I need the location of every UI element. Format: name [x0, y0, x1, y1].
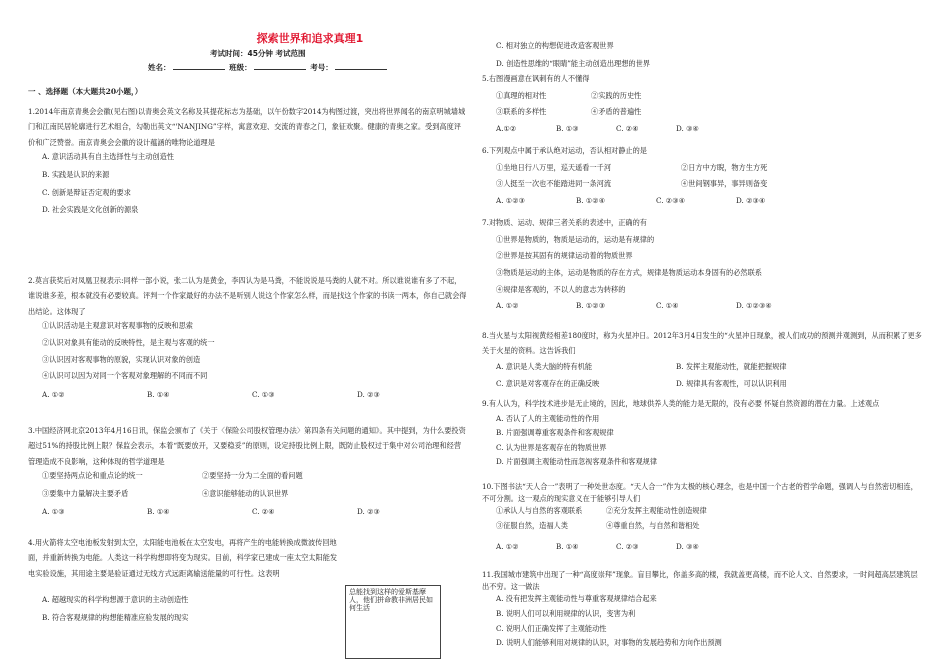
statement: ①真理的相对性 [496, 90, 547, 100]
class-field[interactable] [254, 62, 306, 70]
exam-no-field[interactable] [335, 62, 387, 70]
option: A. 否认了人的主观能动性的作用 [496, 413, 600, 423]
statement-row [496, 522, 922, 531]
statement: ③人挺至一次也不能踏进同一条河流 [496, 179, 612, 189]
option: D. 社会实践是文化创新的源泉 [42, 205, 139, 215]
option: B. ①②④ [576, 195, 606, 205]
statement: ②充分发挥主观能动性创造规律 [606, 506, 707, 516]
option: C. 相对独立的构想促进改造客观世界 [496, 41, 614, 50]
statement-row [42, 472, 468, 481]
statement: ①坐地日行八万里，巡天遥看一千河 [496, 162, 612, 172]
option: D. ①②③④ [736, 301, 772, 311]
option: B. ①②③ [576, 301, 606, 311]
option: A. 意识活动具有自主选择性与主动创造性 [42, 152, 174, 162]
option: C. 认为世界是客观存在的物质世界 [496, 442, 607, 452]
question-3 [28, 423, 468, 516]
question-1 [28, 104, 468, 215]
option: A. ①② [496, 542, 519, 552]
option: C. ②④ [616, 123, 639, 133]
option-row [496, 380, 922, 389]
statement: ①世界是物质的，物质是运动的，运动是有规律的 [496, 234, 655, 244]
answer-options [496, 125, 922, 134]
question-10 [482, 481, 922, 552]
option: B. ①④ [556, 542, 579, 552]
statement: ④认识可以因为对同一个客观对象理解的不同而不同 [42, 371, 208, 381]
name-label: 姓名： [148, 63, 171, 72]
cartoon-caption-box: 总能找到这样的爱斯基摩人，他们拼命教非洲居民如何生活 [345, 585, 441, 659]
question-4 [28, 535, 338, 581]
statement: ②世界是按其固有的规律运动着的物质世界 [496, 251, 633, 261]
class-label: 班级： [229, 63, 252, 72]
option: A. ①③ [42, 506, 65, 516]
statement: ①要坚持两点论和重点论的统一 [42, 471, 143, 481]
option: D. ②③ [357, 506, 380, 516]
answer-options [496, 197, 922, 206]
option: A. ①② [496, 301, 519, 311]
option: B. 符合客观规律的构想能精准应验发展的现实 [42, 612, 189, 622]
option: A. ①②③ [496, 195, 526, 205]
question-text: 5.右图漫画意在讽刺有的人不懂得 [482, 74, 590, 83]
section-heading: 一 、选择题（本大题共20小题，） [28, 87, 143, 96]
option: B. ①④ [147, 506, 170, 516]
exam-info: 考试时间：45分钟 考试范围 [210, 49, 306, 58]
answer-options [496, 302, 922, 311]
exam-no-label: 考号： [310, 63, 333, 72]
option: A. 意识是人类大脑的特有机能 [496, 361, 593, 371]
question-text: 11.我国城市建筑中出现了一种“高度崇拜”现象。盲目攀比，你盖多高的楼，我就盖更高楼，而不论人文、自然要求，一时间超高层建筑层出不穷。这一做法 [482, 570, 918, 592]
statement: ②实践的历史性 [591, 90, 642, 100]
question-5 [482, 75, 922, 134]
statement-row [496, 180, 922, 189]
name-field[interactable] [173, 62, 225, 70]
question-text: 1.2014年南京青奥会会徽(见右图)以青奥会英文名称及其提花标志为基础，以午份数字2014为构图过渡，突出将世界闻名的南京明城墙城门和江南民居轮廓进行艺术组合，勾勒出英文“'NANJING”字样，寓意欢迎、交流的青春之门，象征欢聚。健康的青奥之家。受到高度评价和广泛赞誉。南京青奥会会徽的设计蕴涵的唯物论道理是 [28, 107, 466, 147]
statement: ③征服自然，造福人类 [496, 520, 568, 530]
question-6 [482, 147, 922, 206]
statement: ③联系的多样性 [496, 107, 547, 117]
statement: ③要集中力量解决主要矛盾 [42, 489, 129, 499]
option: A. 超越现实的科学构想源于意识的主动创造性 [42, 595, 189, 604]
question-text: 9.有人认为，科学技术进步是无止境的，因此，地球供养人类的能力是无限的，没有必要 怀疑自然资源的潜在力量。上述观点 [482, 399, 880, 408]
answer-options [496, 543, 922, 552]
question-text: 7.对物质、运动、规律三者关系的表述中，正确的有 [482, 218, 647, 227]
option: B. 片面强调尊重客观条件和客观规律 [496, 428, 614, 438]
statement-row [496, 108, 922, 117]
option-row [496, 363, 922, 372]
student-fields [148, 62, 389, 72]
statement: ②日方中方睨，物方生方死 [681, 162, 768, 172]
option: D. ③④ [676, 123, 699, 133]
option: C. ②④ [252, 506, 275, 516]
option: C. 创新是辩证否定观的要求 [42, 187, 131, 197]
question-text: 4.用火箭将太空电池板发射到太空，太阳能电池板在太空发电，再将产生的电能转换成微波传回地面，并重新转换为电能。人类这一科学构想即将变为现实。目前，科学家已建成一座太空太阳能发电实验设施，其用途主要是验证通过无线方式远距离输送能量的可行性。这表明 [28, 538, 338, 578]
statement: ④矛盾的普遍性 [591, 107, 642, 117]
option: B. 发挥主观能动性，就能把握规律 [676, 361, 787, 371]
statement-row [42, 490, 468, 499]
statement: ④意识能够能动的认识世界 [202, 489, 289, 499]
statement: ②要坚持一分为二全面的看问题 [202, 471, 303, 481]
option: C. ②③④ [656, 195, 686, 205]
question-text: 10.下图书法“天人合一”表明了一种处世态度。“天人合一”作为太极的核心理念，也是中国一个古老的哲学命题，强调人与自然密切相连，不可分割。这一观点的现实意义在于能够引导人们 [482, 482, 918, 503]
statement: ③物质是运动的主体，运动是物质的存在方式，规律是物质运动本身固有的必然联系 [496, 267, 762, 277]
option: C. ①④ [656, 301, 679, 311]
option: B. ①④ [147, 390, 170, 400]
statement-row [496, 507, 922, 516]
question-4-continued [482, 40, 922, 68]
option: D. ③④ [676, 542, 699, 552]
question-2 [28, 273, 468, 400]
option: B. 实践是认识的来源 [42, 170, 110, 180]
question-text: 8.当火星与太阳视黄经相差180度时，称为火星冲日。2012年3月4日发生的“火星冲日现象，被人们成功的预测并观测到，从而积累了更多关于火星的资料。这告诉我们 [482, 331, 922, 356]
statement: ④尊重自然，与自然和谐相处 [606, 520, 700, 530]
option: A. ①② [42, 390, 65, 400]
option: D. 片面强调主观能动性而忽视客观条件和客观规律 [496, 457, 658, 467]
exam-title: 探索世界和追求真理1 [256, 32, 364, 45]
question-11 [482, 569, 922, 648]
option: D. 创造性思维的“眼睛”能主动创造出理想的世界 [496, 58, 650, 68]
option: D. ②③④ [736, 195, 766, 205]
option: D. ②③ [357, 390, 380, 400]
option: B. 说明人们可以利用规律的认识，变害为利 [496, 609, 636, 619]
statement-row [496, 92, 922, 101]
answer-options [42, 391, 468, 400]
statement: ①认识活动是主观意识对客观事物的反映和思索 [42, 321, 193, 331]
option: A.①② [496, 123, 517, 133]
statement: ③认识因对客观事物的原貌，实现认识对象的创造 [42, 354, 201, 364]
option: B. ①③ [556, 123, 579, 133]
option: C. 说明人们正确发挥了主观能动性 [496, 623, 607, 633]
statement: ④规律是客观的，不以人的意志为转移的 [496, 284, 626, 294]
statement: ①承认人与自然的客观联系 [496, 506, 583, 516]
option: C. ②③ [616, 542, 639, 552]
option: C. ①③ [252, 390, 275, 400]
statement: ②认识对象具有能动的反映特性，是主观与客观的统一 [42, 338, 215, 348]
question-text: 2.莫言获奖后对凤凰卫视表示:同样一部小说，张二认为是黄金，李四认为是马粪，不能说说是马粪的人就不对。所以谁说谁有多了不起，谁说谁多差，根本就没有必要较真。评判一个作家最好的办法不是听别人说这个作家怎么样，而是找这个作家的书读一两本，你自己就会得出结论。这体现了 [28, 276, 467, 316]
statement: ④世间钢事异，事异则备变 [681, 179, 768, 189]
option: D. 规律具有客观性，可以认识利用 [676, 378, 787, 388]
option: C. 意识是对客观存在的正确反映 [496, 378, 600, 388]
question-4-options [28, 594, 338, 622]
statement-row [496, 164, 922, 173]
question-9 [482, 398, 922, 467]
question-text: 6.下列观点中属于承认绝对运动，否认相对静止的是 [482, 146, 647, 155]
option: A. 没有把发挥主观能动性与尊重客观规律结合起来 [496, 594, 657, 604]
question-7 [482, 219, 922, 311]
option: D. 说明人们能够利用对规律的认识，对事物的发展趋势和方向作出预测 [496, 638, 722, 648]
answer-options [42, 508, 468, 517]
question-8 [482, 328, 922, 388]
question-text: 3.中国经济网北京2013年4月16日讯，保监会颁布了《关于〈保险公司股权管理办法〉第四条有关问题的通知》。其中提到，为什么要投资超过51%的持股比例上限？保监会表示，本着“既要放开，又要稳妥”的原则，设定持股比例上限，既防止股权过于集中对公司治理和经营管理造成不良影响，这种体现的哲学道理是 [28, 426, 466, 466]
